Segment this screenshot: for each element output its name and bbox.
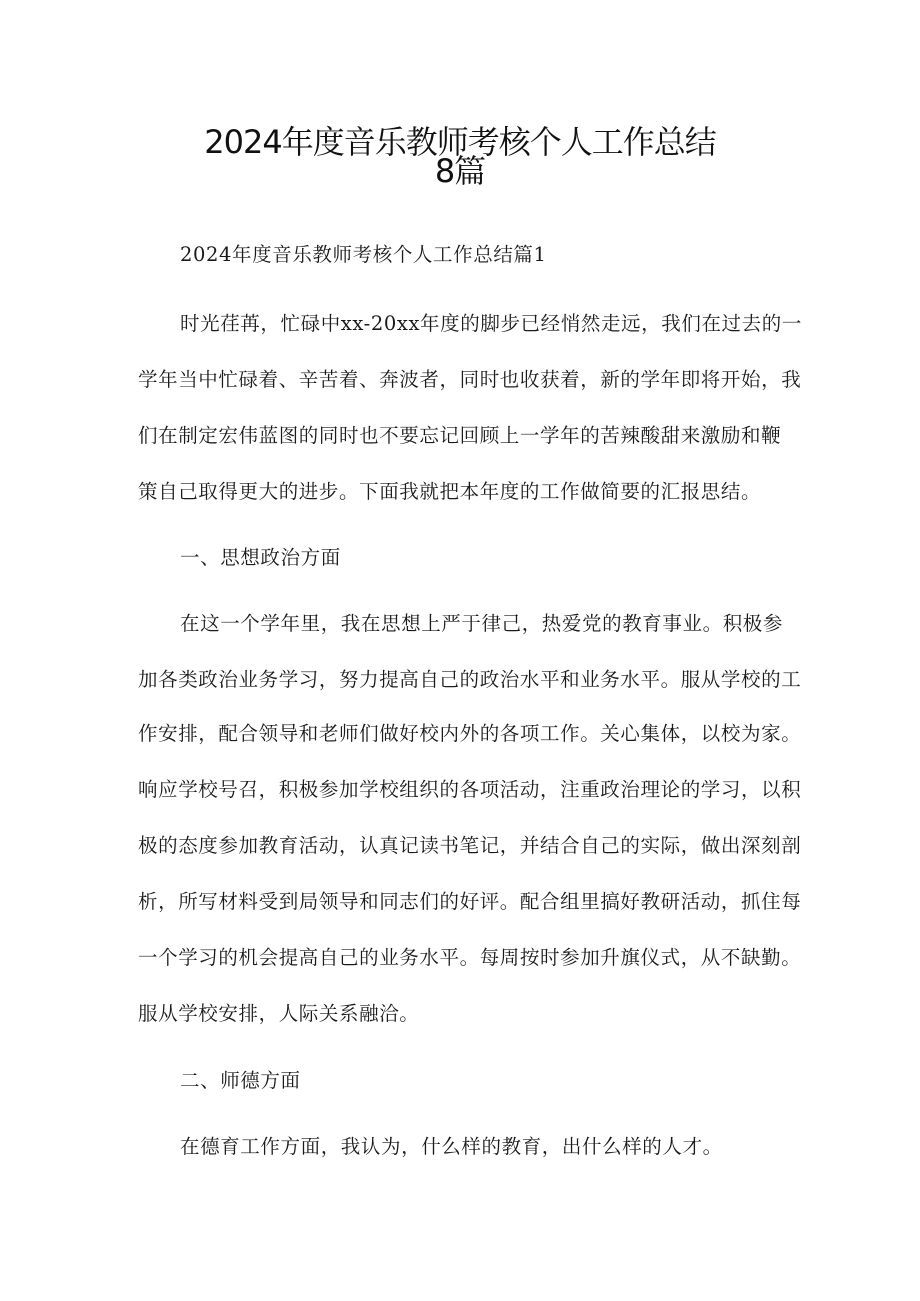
- section-heading: 二、师德方面: [180, 1069, 301, 1092]
- paragraph-line: 加各类政治业务学习，努力提高自己的政治水平和业务水平。服从学校的工: [138, 668, 802, 691]
- paragraph-line: 们在制定宏伟蓝图的同时也不要忘记回顾上一学年的苦辣酸甜来激励和鞭: [138, 424, 782, 447]
- document-title-line2: 8篇: [434, 152, 486, 190]
- paragraph-line: 学年当中忙碌着、辛苦着、奔波者，同时也收获着，新的学年即将开始，我: [138, 368, 802, 391]
- section-subtitle: 2024年度音乐教师考核个人工作总结篇1: [180, 243, 547, 266]
- paragraph-line: 作安排，配合领导和老师们做好校内外的各项工作。关心集体，以校为家。: [138, 722, 802, 745]
- paragraph-line: 策自己取得更大的进步。下面我就把本年度的工作做简要的汇报思结。: [138, 480, 762, 503]
- document-title-line1: 2024年度音乐教师考核个人工作总结: [204, 123, 716, 161]
- section-heading: 一、思想政治方面: [180, 546, 341, 569]
- paragraph-line: 服从学校安排，人际关系融洽。: [138, 1002, 420, 1025]
- paragraph-line: 在这一个学年里，我在思想上严于律己，热爱党的教育事业。积极参: [180, 612, 784, 635]
- paragraph-line: 在德育工作方面，我认为，什么样的教育，出什么样的人才。: [180, 1135, 723, 1158]
- paragraph-line: 极的态度参加教育活动，认真记读书笔记，并结合自己的实际，做出深刻剖: [138, 834, 802, 857]
- paragraph-line: 响应学校号召，积极参加学校组织的各项活动，注重政治理论的学习，以积: [138, 778, 802, 801]
- paragraph-line: 析，所写材料受到局领导和同志们的好评。配合组里搞好教研活动，抓住每: [138, 890, 802, 913]
- paragraph-line: 一个学习的机会提高自己的业务水平。每周按时参加升旗仪式，从不缺勤。: [138, 946, 802, 969]
- paragraph-line: 时光荏苒，忙碌中xx-20xx年度的脚步已经悄然走远，我们在过去的一: [180, 312, 802, 335]
